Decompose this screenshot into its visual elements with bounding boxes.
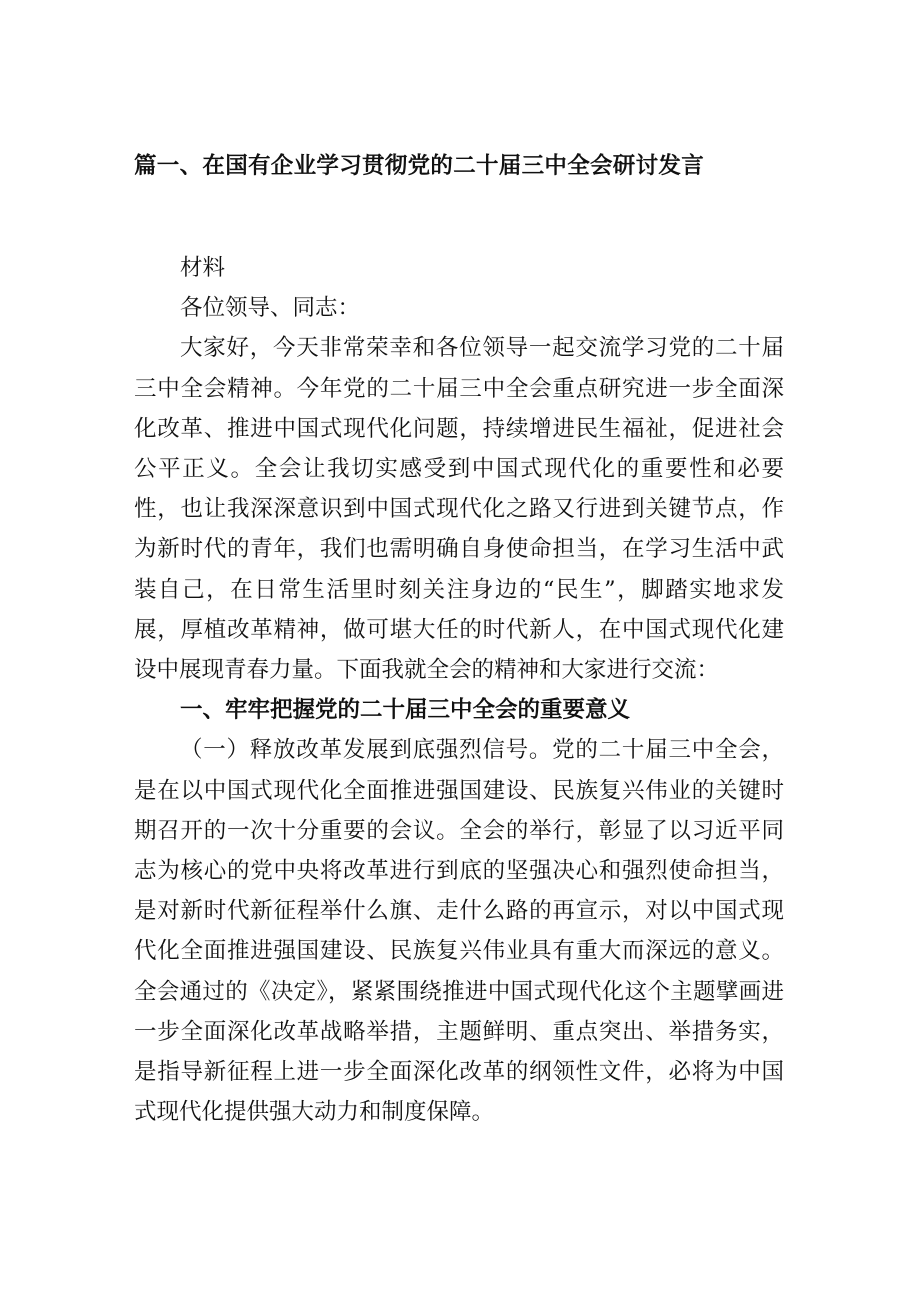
section-paragraph: （一）释放改革发展到底强烈信号。党的二十届三中全会，是在以中国式现代化全面推进强国建设、民族复兴伟业的关键时期召开的一次十分重要的会议。全会的举行，彰显了以习近平同志为核心的党中央将改革进行到底的坚强决心和强烈使命担当，是对新时代新征程举什么旗、走什么路的再宣示，对以中国式现代化全面推进强国建设、民族复兴伟业具有重大而深远的意义。全会通过的《决定》，紧紧围绕推进中国式现代化这个主题擘画进一步全面深化改革战略举措，主题鲜明、重点突出、举措务实，是指导新征程上进一步全面深化改革的纲领性文件，必将为中国式现代化提供强大动力和制度保障。 [134, 737, 784, 1126]
document-body [134, 248, 784, 1132]
intro-paragraph: 大家好，今天非常荣幸和各位领导一起交流学习党的二十届三中全会精神。今年党的二十届三中全会重点研究进一步全面深化改革、推进中国式现代化问题，持续增进民生福祉，促进社会公平正义。全会让我切实感受到中国式现代化的重要性和必要性，也让我深深意识到中国式现代化之路又行进到关键节点，作为新时代的青年，我们也需明确自身使命担当，在学习生活中武装自己，在日常生活里时刻关注身边的“民生”，脚踏实地求发展，厚植改革精神，做可堪大任的时代新人，在中国式现代化建设中展现青春力量。下面我就全会的精神和大家进行交流： [134, 335, 784, 684]
salutation: 各位领导、同志： [180, 295, 361, 322]
document-title: 篇一、在国有企业学习贯彻党的二十届三中全会研讨发言 [134, 153, 705, 179]
material-label: 材料 [180, 255, 226, 281]
section-heading: 一、牢牢把握党的二十届三中全会的重要意义 [180, 697, 631, 724]
